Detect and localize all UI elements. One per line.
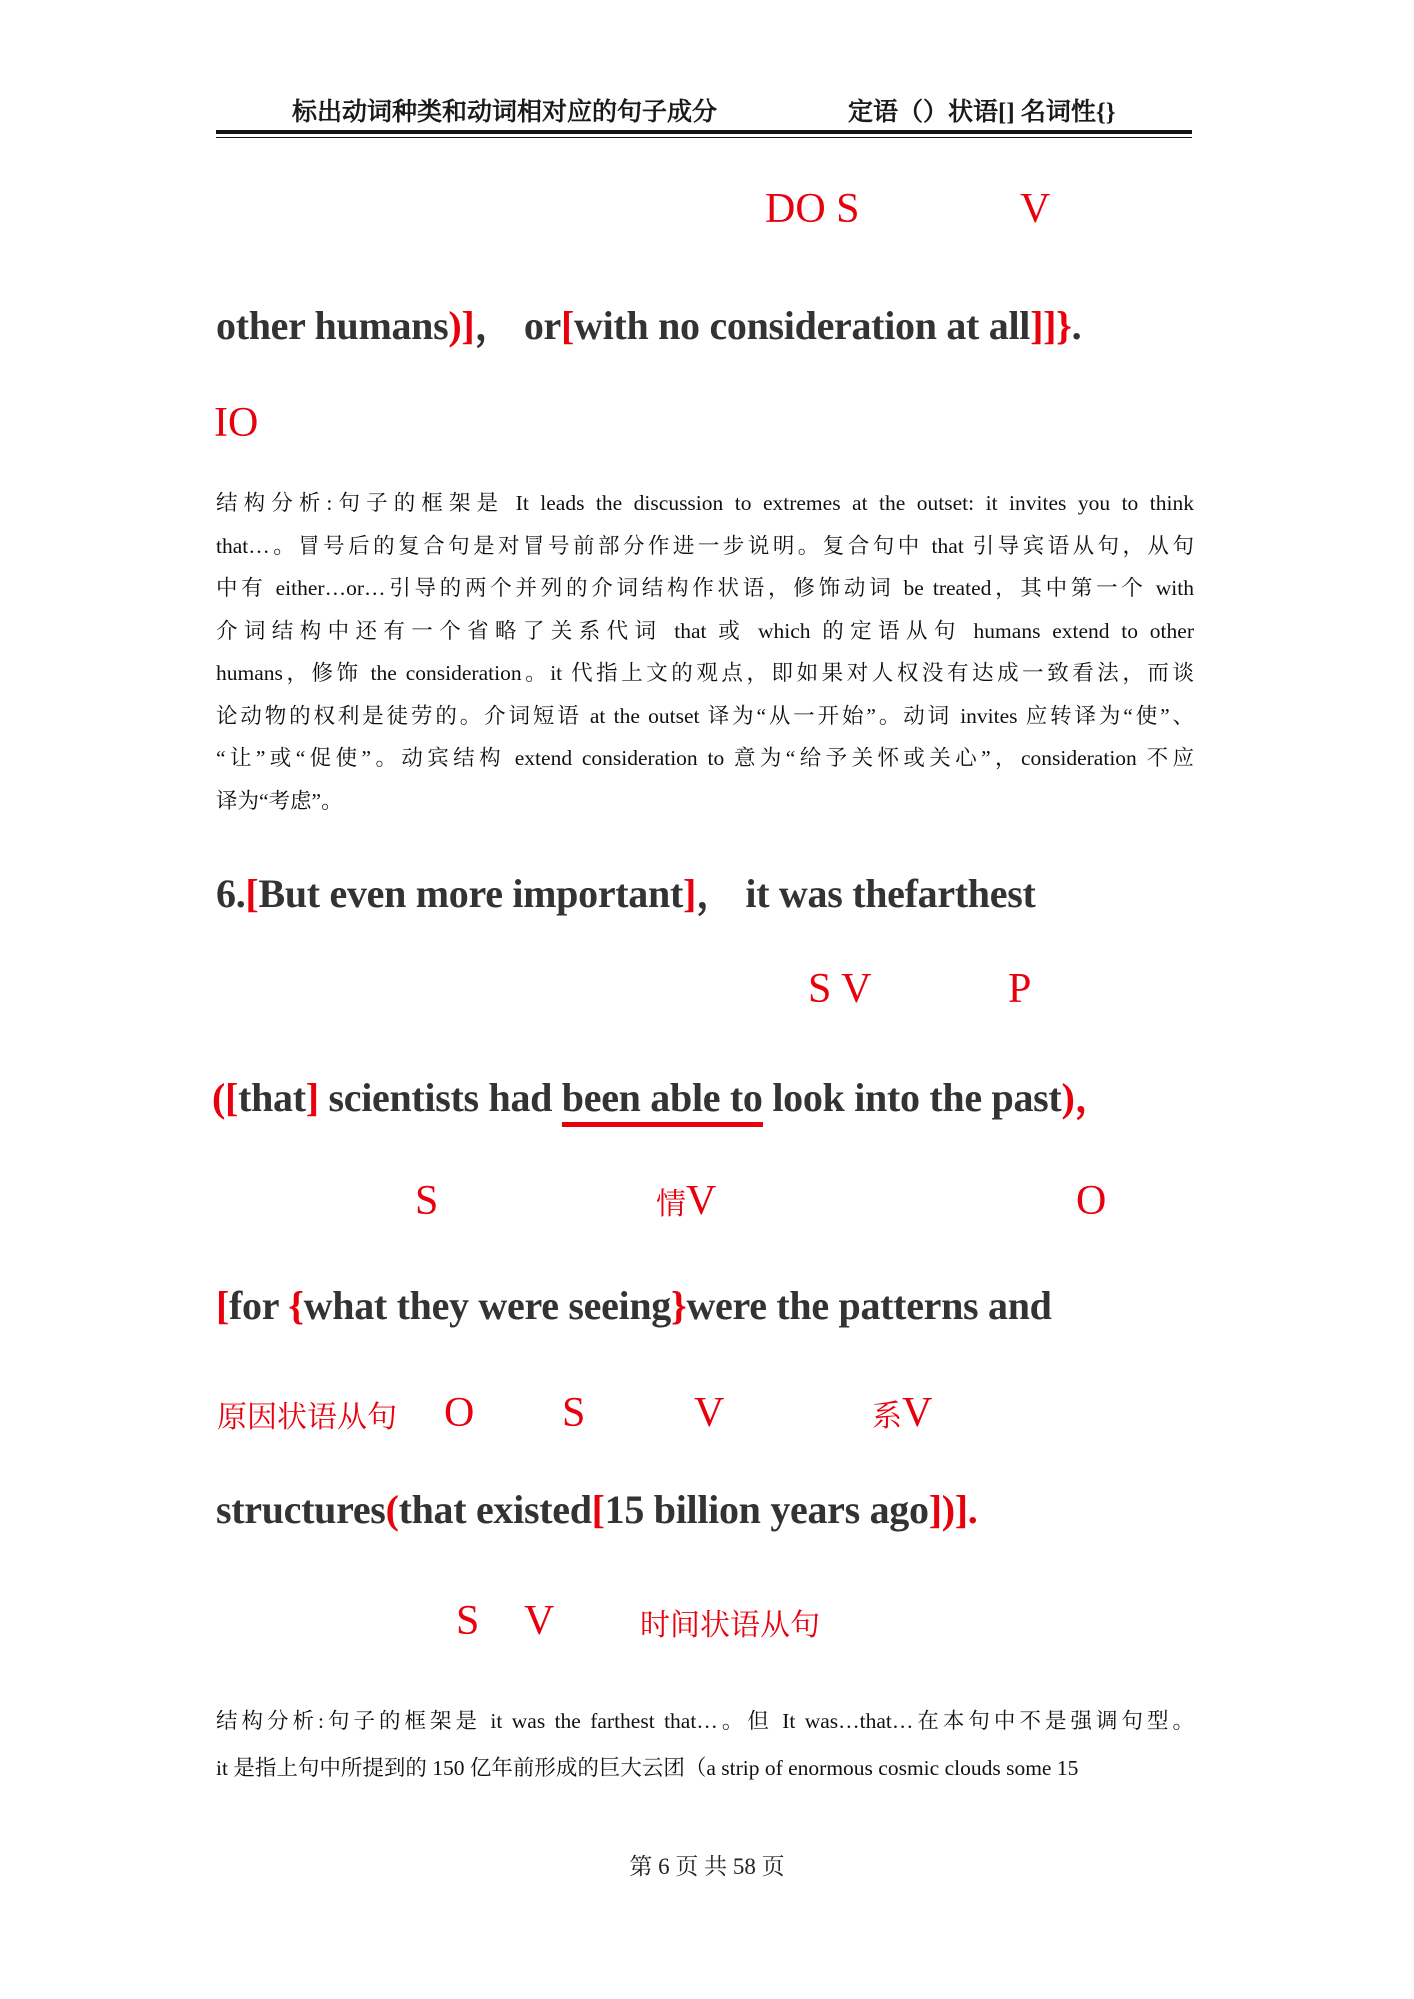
- header-rule-thin: [216, 137, 1192, 138]
- annotation-p: P: [1008, 966, 1032, 1012]
- sentence-line-6-head: [216, 862, 1036, 919]
- sentence-segment: ]]}: [1030, 303, 1072, 348]
- sentence-segment: scientists had: [318, 1075, 562, 1120]
- sentence-segment: (: [385, 1487, 399, 1532]
- annotation-o: O: [1076, 1178, 1107, 1224]
- sentence-segment: .: [967, 1487, 978, 1532]
- sentence-segment: 6.: [216, 871, 246, 916]
- paragraph-line: 中有 either…or…引导的两个并列的介词结构作状语，修饰动词 be treated，其中第一个 with: [216, 576, 1194, 600]
- annotation-xi-v: [872, 1390, 932, 1436]
- sentence-segment: that: [238, 1075, 306, 1120]
- sentence-segment: that existed: [398, 1487, 592, 1532]
- paragraph-line: “让”或“促使”。动宾结构 extend consideration to 意为“给予关怀或关心”，consideration 不应: [216, 746, 1194, 770]
- sentence-segment: for: [229, 1283, 289, 1328]
- annotation-time-clause-label: 时间状语从句: [640, 1609, 820, 1642]
- annotation-link-v: V: [902, 1390, 933, 1436]
- paragraph-line: 译为“考虑”。: [216, 788, 343, 813]
- analysis-paragraph-1: [216, 482, 1194, 822]
- header-right-legend: 定语（）状语[] 名词性{}: [848, 99, 1116, 126]
- sentence-segment: look into the past: [762, 1075, 1062, 1120]
- paragraph-line: 结构分析:句子的框架是 it was the farthest that…。但 It was…that…在本句中不是强调句型。: [216, 1709, 1194, 1733]
- annotation-qing-label: 情: [656, 1188, 686, 1221]
- sentence-segment: {: [288, 1283, 304, 1328]
- sentence-segment: [: [225, 1075, 239, 1120]
- annotation-modal-v: V: [686, 1178, 717, 1224]
- sentence-segment: ]: [682, 871, 696, 916]
- sentence-segment: ]: [305, 1075, 319, 1120]
- paragraph-line: 结构分析:句子的框架是 It leads the discussion to extremes at the outset: it invites you to think: [216, 491, 1194, 515]
- sentence-segment: ，: [696, 871, 736, 916]
- annotation-do-s: DO S: [765, 186, 860, 232]
- header-rule-thick: [216, 130, 1192, 134]
- annotation-s-3: S: [456, 1598, 480, 1644]
- sentence-segment: with no consideration at all: [574, 303, 1031, 348]
- sentence-segment: been able to: [562, 1075, 763, 1127]
- header-left-title: 标出动词种类和动词相对应的句子成分: [292, 99, 718, 126]
- sentence-segment: other humans: [216, 303, 449, 348]
- sentence-segment: ，: [1074, 1075, 1115, 1120]
- sentence-segment: [: [245, 871, 259, 916]
- annotation-v-3: V: [524, 1598, 555, 1644]
- sentence-segment: ])]: [928, 1487, 968, 1532]
- sentence-line-6-2: [212, 1066, 1114, 1123]
- sentence-segment: )]: [448, 303, 475, 348]
- sentence-line-5-tail: [216, 294, 1081, 351]
- sentence-segment: 15 billion years ago: [604, 1487, 929, 1532]
- sentence-segment: or: [514, 303, 561, 348]
- paragraph-line: humans，修饰 the consideration。it 代指上文的观点，即如果对人权没有达成一致看法，而谈: [216, 661, 1194, 685]
- sentence-segment: (: [212, 1075, 226, 1120]
- annotation-s: S: [415, 1178, 439, 1224]
- annotation-v: V: [1020, 186, 1051, 232]
- annotation-qing-v: [656, 1178, 716, 1224]
- annotation-v-2: V: [694, 1390, 725, 1436]
- sentence-segment: [: [591, 1487, 605, 1532]
- sentence-segment: were the patterns and: [686, 1283, 1052, 1328]
- sentence-segment: [: [216, 1283, 230, 1328]
- paragraph-line: it 是指上句中所提到的 150 亿年前形成的巨大云团（a strip of enormous cosmic clouds some 15: [216, 1756, 1079, 1780]
- page-footer: 第 6 页 共 58 页: [629, 1854, 785, 1879]
- paragraph-line: 介词结构中还有一个省略了关系代词 that 或 which 的定语从句 humans extend to other: [216, 618, 1194, 643]
- annotation-xi-label: 系: [872, 1400, 902, 1433]
- sentence-segment: structures: [216, 1487, 386, 1532]
- annotation-s-2: S: [562, 1390, 586, 1436]
- annotation-o-2: O: [444, 1390, 475, 1436]
- analysis-paragraph-2: [216, 1698, 1194, 1792]
- sentence-segment: ，: [474, 303, 515, 348]
- paragraph-line: 论动物的权利是徒劳的。介词短语 at the outset 译为“从一开始”。动词 invites 应转译为“使”、: [216, 703, 1194, 728]
- sentence-segment: ): [1061, 1075, 1075, 1120]
- sentence-segment: it was thefarthest: [735, 871, 1036, 916]
- sentence-segment: [: [561, 303, 575, 348]
- sentence-line-6-3: [216, 1282, 1052, 1329]
- annotation-cause-clause-label: 原因状语从句: [217, 1401, 397, 1434]
- annotation-s-v: S V: [808, 966, 872, 1012]
- sentence-segment: }: [671, 1283, 687, 1328]
- sentence-segment: .: [1071, 303, 1082, 348]
- sentence-segment: what they were seeing: [303, 1283, 671, 1328]
- paragraph-line: that…。冒号后的复合句是对冒号前部分作进一步说明。复合句中 that 引导宾语从句，从句: [216, 533, 1194, 558]
- sentence-line-6-4: [216, 1486, 977, 1533]
- sentence-segment: But even more important: [258, 871, 683, 916]
- annotation-io: IO: [214, 400, 259, 446]
